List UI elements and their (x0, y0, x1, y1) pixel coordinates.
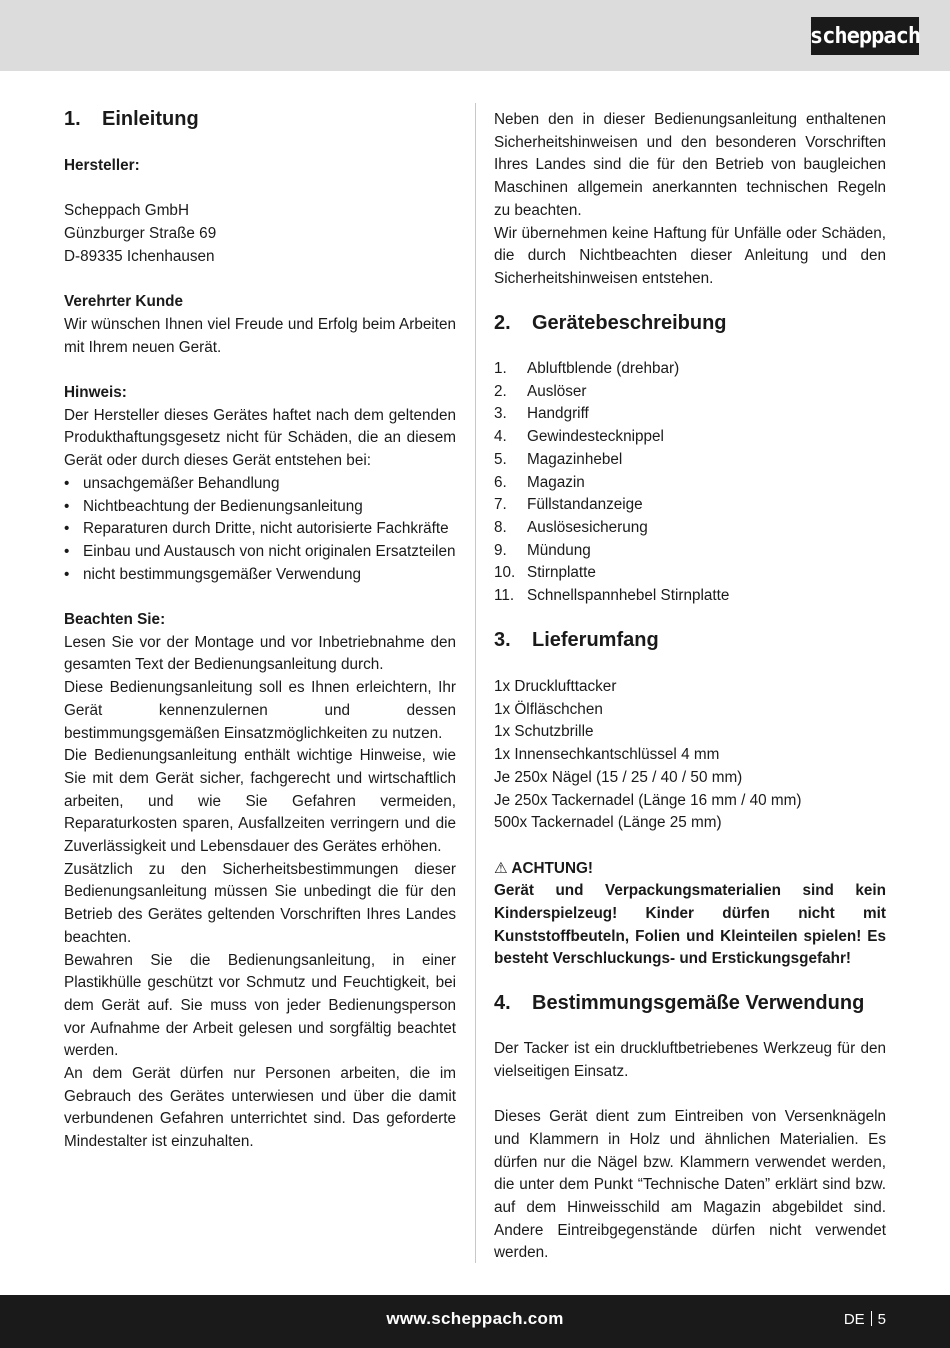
paragraph: Dieses Gerät dient zum Eintreiben von Versenknägeln und Klammern in Holz und ähnlichen Materialien. Es dürfen nur die Nägel bzw. Klammern verwendet werden, die unter dem Punkt “Technische Daten” erklärt sind bzw. auf dem Hinweisschild am Magazin abgebildet sind. Andere Eintreibgegenstände dürfen nicht verwendet werden. (494, 1108, 886, 1262)
address-line: Günzburger Straße 69 (64, 225, 217, 243)
list-item: 4. Gewindestecknippel (494, 428, 664, 446)
list-item: Je 250x Nägel (15 / 25 / 40 / 50 mm) (494, 768, 743, 786)
list-item: 11. Schnellspannhebel Stirnplatte (494, 587, 730, 605)
list-item: • nicht bestimmungsgemäßer Verwendung (64, 564, 456, 587)
page-header (0, 0, 950, 71)
page-footer (0, 1295, 950, 1348)
list-item: 1x Schutzbrille (494, 723, 594, 741)
list-item: 5. Magazinhebel (494, 450, 623, 468)
list-item: 10. Stirnplatte (494, 564, 596, 582)
note-label: Hinweis: (64, 383, 127, 401)
parts-list-wrap (494, 358, 886, 608)
paragraph: Der Tacker ist ein druckluftbetriebenes Werkzeug für den vielseitigen Einsatz. (494, 1040, 886, 1080)
paragraph: An dem Gerät dürfen nur Personen arbeiten, die im Gebrauch des Gerätes unterwiesen und über die damit verbundenen Gefahren unterrichtet sind. Das geforderte Mindestalter ist einzuhalten. (64, 1065, 456, 1151)
section-4-body (494, 1038, 886, 1265)
paragraph: Bewahren Sie die Bedienungsanleitung, in einer Plastikhülle geschützt vor Schmutz und Feuchtigkeit, bei dem Gerät auf. Sie muss von jeder Bedienungsperson vor Aufnahme der Arbeit gelesen und sorgfältig beachtet werden. (64, 951, 456, 1060)
dear-customer-label: Verehrter Kunde (64, 293, 184, 311)
brand-logo: scheppach (811, 17, 919, 55)
manufacturer-label: Hersteller: (64, 157, 140, 174)
paragraph: Lesen Sie vor der Montage und vor Inbetriebnahme den gesamten Text der Bedienungsanleitung durch. (64, 633, 456, 674)
right-intro (494, 109, 886, 291)
list-item: 9. Mündung (494, 541, 591, 559)
warning-icon: ⚠ (494, 859, 508, 877)
parts-list (494, 358, 886, 608)
section-3 (494, 628, 886, 652)
list-item: 1x Ölfläschchen (494, 700, 603, 718)
warning-text: Gerät und Verpackungsmaterialien sind kein Kinderspielzeug! Kinder dürfen nicht mit Kunststoffbeuteln, Folien und Kleinteilen spielen! Es besteht Verschluckungs- und Erstickungsgefahr! (494, 882, 886, 968)
paragraph: Neben den in dieser Bedienungsanleitung enthaltenen Sicherheitshinweisen und den besonderen Vorschriften Ihres Landes sind die für den Betrieb von baugleichen Maschinen allgemein anerkannten technischen Regeln zu beachten. (494, 111, 886, 219)
scope-list (494, 676, 886, 971)
list-item: 6. Magazin (494, 473, 585, 491)
section-2-heading: 2. Gerätebeschreibung (494, 312, 727, 334)
warning-heading: ⚠ ACHTUNG! (494, 859, 593, 877)
list-item: 7. Füllstandanzeige (494, 496, 643, 514)
list-item: • unsachgemäßer Behandlung (64, 473, 456, 496)
list-item: • Einbau und Austausch von nicht originalen Ersatzteilen (64, 541, 456, 564)
column-divider (475, 103, 476, 1263)
list-item: Je 250x Tackernadel (Länge 16 mm / 40 mm) (494, 791, 802, 809)
liability-list (64, 473, 456, 587)
section-2 (494, 311, 886, 335)
section-3-heading: 3. Lieferumfang (494, 629, 659, 651)
attention-label: Beachten Sie: (64, 611, 166, 628)
list-item: 1x Drucklufttacker (494, 678, 617, 695)
paragraph: Die Bedienungsanleitung enthält wichtige Hinweise, wie Sie mit dem Gerät sicher, fachgerecht und wirtschaftlich arbeiten, und wie Sie Gefahren vermeiden, Reparaturkosten sparen, Ausfallzeiten verringern und die Zuverlässigkeit und Lebensdauer des Gerätes erhöhen. (64, 747, 456, 856)
list-item: • Nichtbeachtung der Bedienungsanleitung (64, 496, 456, 519)
note-text: Der Hersteller dieses Gerätes haftet nach dem geltenden Produkthaftungsgesetz nicht für Schäden, die an diesem Gerät oder durch dieses Gerät entstehen bei: (64, 406, 456, 470)
dear-customer-text: Wir wünschen Ihnen viel Freude und Erfolg beim Arbeiten mit Ihrem neuen Gerät. (64, 315, 456, 356)
section-1 (64, 107, 456, 131)
page-number: DE 5 (843, 1311, 886, 1328)
address-line: Scheppach GmbH (64, 202, 189, 220)
list-item: 3. Handgriff (494, 405, 589, 423)
paragraph: Diese Bedienungsanleitung soll es Ihnen erleichtern, Ihr Gerät kennenzulernen und dessen bestimmungsgemäßen Einsatzmöglichkeiten zu nutzen. (64, 679, 456, 742)
paragraph: Wir übernehmen keine Haftung für Unfälle oder Schäden, die durch Nichtbeachten dieser Anleitung und den Sicherheitshinweisen entstehen. (494, 224, 886, 287)
list-item: 500x Tackernadel (Länge 25 mm) (494, 814, 722, 832)
list-item: • Reparaturen durch Dritte, nicht autorisierte Fachkräfte (64, 518, 456, 541)
section-4 (494, 991, 886, 1015)
website-link[interactable]: www.scheppach.com (386, 1309, 564, 1328)
list-item: 1. Abluftblende (drehbar) (494, 360, 680, 377)
paragraph: Zusätzlich zu den Sicherheitsbestimmungen dieser Bedienungsanleitung müssen Sie unbedingt die für den Betrieb des Gerätes geltenden Vorschriften Ihres Landes beachten. (64, 860, 456, 946)
list-item: 8. Auslösesicherung (494, 518, 648, 536)
section-1-heading: 1. Einleitung (64, 108, 199, 130)
list-item: 1x Innensechkantschlüssel 4 mm (494, 746, 720, 764)
section-1-body (64, 155, 456, 1154)
address-line: D-89335 Ichenhausen (64, 247, 215, 265)
section-4-heading: 4. Bestimmungsgemäße Verwendung (494, 992, 865, 1014)
list-item: 2. Auslöser (494, 382, 587, 400)
